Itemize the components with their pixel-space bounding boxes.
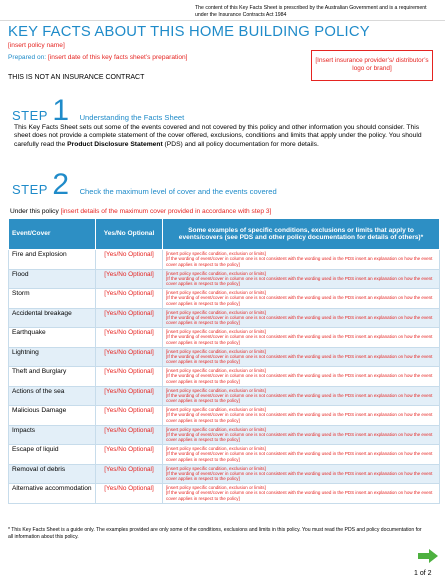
- example-condition-line: [insert policy specific condition, exclusion or limits]: [166, 387, 266, 393]
- yes-no-cell: [Yes/No Optional]: [96, 464, 163, 484]
- yes-no-cell: [Yes/No Optional]: [96, 367, 163, 387]
- example-condition-line: [insert policy specific condition, exclusion or limits]: [166, 368, 266, 373]
- under-policy-line: [10, 208, 271, 215]
- table-row: [9, 445, 440, 465]
- event-cover-cell: Escape of liquid: [9, 445, 96, 465]
- example-condition-line: [insert policy specific condition, exclusion or limits]: [166, 329, 266, 334]
- example-condition-line: [insert policy specific condition, exclusion or limits]: [166, 426, 266, 432]
- logo-placeholder: [Insert insurance provider’s/ distributor’s logo or brand]: [311, 50, 433, 81]
- yes-no-cell: [Yes/No Optional]: [96, 328, 163, 348]
- event-cover-cell: Accidental breakage: [9, 308, 96, 328]
- example-condition-line: [insert policy specific condition, exclusion or limits]: [166, 465, 266, 471]
- table-row: [9, 484, 440, 504]
- event-cover-cell: Lightning: [9, 347, 96, 367]
- example-explanation-line: [If the wording of event/cover in column one is not consistent with the wording used in the PDS insert an explanation on how the event cover applies in respect to the policy]: [166, 334, 433, 345]
- example-explanation-line: [If the wording of event/cover in column one is not consistent with the wording used in the PDS insert an explanation on how the event cover applies in respect to the policy]: [166, 295, 433, 306]
- under-policy-value: [insert details of the maximum cover provided in accordance with step 3]: [60, 208, 272, 215]
- top-divider: [0, 20, 445, 21]
- examples-cell: [163, 250, 440, 270]
- example-explanation-line: [If the wording of event/cover in column one is not consistent with the wording used in the PDS insert an explanation on how the event cover applies in respect to the policy]: [166, 275, 433, 287]
- step-2-word: STEP: [12, 182, 48, 197]
- example-explanation-line: [If the wording of event/cover in column one is not consistent with the wording used in the PDS insert an explanation on how the event cover applies in respect to the policy]: [166, 490, 433, 501]
- examples-cell: [163, 367, 440, 387]
- step-1-title: Understanding the Facts Sheet: [79, 113, 185, 122]
- cover-table: [8, 218, 440, 504]
- example-condition-line: [insert policy specific condition, exclusion or limits]: [166, 485, 266, 490]
- yes-no-cell: [Yes/No Optional]: [96, 484, 163, 504]
- example-explanation-line: [If the wording of event/cover in column one is not consistent with the wording used in the PDS insert an explanation on how the event cover applies in respect to the policy]: [166, 392, 433, 404]
- event-cover-cell: Earthquake: [9, 328, 96, 348]
- event-cover-cell: Storm: [9, 289, 96, 309]
- example-condition-line: [insert policy specific condition, exclusion or limits]: [166, 407, 266, 412]
- example-explanation-line: [If the wording of event/cover in column one is not consistent with the wording used in the PDS insert an explanation on how the event cover applies in respect to the policy]: [166, 451, 433, 462]
- event-cover-cell: Fire and Explosion: [9, 250, 96, 270]
- policy-name: [insert policy name]: [8, 42, 65, 49]
- example-explanation-line: [If the wording of event/cover in column one is not consistent with the wording used in the PDS insert an explanation on how the event cover applies in respect to the policy]: [166, 353, 433, 365]
- yes-no-cell: [Yes/No Optional]: [96, 347, 163, 367]
- event-cover-cell: Impacts: [9, 425, 96, 445]
- table-row: [9, 289, 440, 309]
- examples-cell: [163, 445, 440, 465]
- yes-no-cell: [Yes/No Optional]: [96, 425, 163, 445]
- step-1-number: 1: [52, 94, 70, 127]
- header-event-cover: Event/Cover: [9, 219, 96, 250]
- header-examples: Some examples of specific conditions, exclusions or limits that apply to events/covers (see PDS and other policy documentation for details of others)*: [163, 219, 440, 250]
- step-2-title: Check the maximum level of cover and the events covered: [79, 187, 277, 196]
- examples-cell: [163, 269, 440, 289]
- intro-text-after: (PDS) and all policy documentation for more details.: [162, 140, 319, 148]
- example-explanation-line: [If the wording of event/cover in column one is not consistent with the wording used in the PDS insert an explanation on how the event cover applies in respect to the policy]: [166, 470, 433, 482]
- yes-no-cell: [Yes/No Optional]: [96, 445, 163, 465]
- example-condition-line: [insert policy specific condition, exclusion or limits]: [166, 348, 266, 354]
- examples-cell: [163, 425, 440, 445]
- table-row: [9, 406, 440, 426]
- header-yes-no: Yes/No Optional: [96, 219, 163, 250]
- event-cover-cell: Flood: [9, 269, 96, 289]
- table-row: [9, 347, 440, 367]
- example-explanation-line: [If the wording of event/cover in column one is not consistent with the wording used in the PDS insert an explanation on how the event cover applies in respect to the policy]: [166, 373, 433, 384]
- yes-no-cell: [Yes/No Optional]: [96, 386, 163, 406]
- intro-text-bold: Product Disclosure Statement: [67, 140, 163, 148]
- page-title: KEY FACTS ABOUT THIS HOME BUILDING POLICY: [8, 24, 370, 40]
- step-1-text: [14, 124, 432, 149]
- table-row: [9, 328, 440, 348]
- table-row: [9, 464, 440, 484]
- step-1-heading: [12, 96, 184, 126]
- footnote: * This Key Facts Sheet is a guide only. The examples provided are only some of the conditions, exclusions and limits in this policy. You must read the PDS and policy documentation for all information about this policy.: [8, 527, 422, 540]
- yes-no-cell: [Yes/No Optional]: [96, 250, 163, 270]
- prepared-label: Prepared on:: [8, 54, 47, 61]
- intro-text-before: This Key Facts Sheet sets out some of the events covered and not covered by this policy and other information you should consider. This sheet does not provide a complete statement of the cover offered, exclusions, conditions and limits that apply under the policy. You should carefully read the: [14, 124, 422, 148]
- prepared-value: [insert date of this key facts sheet’s preparation]: [47, 54, 188, 61]
- table-row: [9, 425, 440, 445]
- cover-table-body: [9, 250, 440, 504]
- event-cover-cell: Theft and Burglary: [9, 367, 96, 387]
- yes-no-cell: [Yes/No Optional]: [96, 406, 163, 426]
- event-cover-cell: Malicious Damage: [9, 406, 96, 426]
- examples-cell: [163, 328, 440, 348]
- table-row: [9, 308, 440, 328]
- event-cover-cell: Removal of debris: [9, 464, 96, 484]
- table-row: [9, 269, 440, 289]
- table-header-row: [9, 219, 440, 250]
- example-condition-line: [insert policy specific condition, exclusion or limits]: [166, 290, 266, 295]
- prepared-on: [8, 54, 188, 61]
- example-condition-line: [insert policy specific condition, exclusion or limits]: [166, 446, 266, 451]
- header-note: The content of this Key Facts Sheet is prescribed by the Australian Government and is a requirement under the Insurance Contracts Act 1984: [195, 5, 427, 18]
- examples-cell: [163, 289, 440, 309]
- example-explanation-line: [If the wording of event/cover in column one is not consistent with the wording used in the PDS insert an explanation on how the event cover applies in respect to the policy]: [166, 256, 433, 267]
- green-arrow-icon[interactable]: [418, 549, 438, 563]
- under-policy-label: Under this policy: [10, 208, 59, 215]
- table-row: [9, 250, 440, 270]
- step-1-word: STEP: [12, 108, 48, 123]
- table-row: [9, 386, 440, 406]
- examples-cell: [163, 308, 440, 328]
- examples-cell: [163, 347, 440, 367]
- example-condition-line: [insert policy specific condition, exclusion or limits]: [166, 251, 266, 256]
- example-condition-line: [insert policy specific condition, exclusion or limits]: [166, 309, 266, 315]
- yes-no-cell: [Yes/No Optional]: [96, 269, 163, 289]
- example-explanation-line: [If the wording of event/cover in column one is not consistent with the wording used in the PDS insert an explanation on how the event cover applies in respect to the policy]: [166, 412, 433, 423]
- examples-cell: [163, 406, 440, 426]
- example-explanation-line: [If the wording of event/cover in column one is not consistent with the wording used in the PDS insert an explanation on how the event cover applies in respect to the policy]: [166, 431, 433, 443]
- example-condition-line: [insert policy specific condition, exclusion or limits]: [166, 270, 266, 276]
- examples-cell: [163, 464, 440, 484]
- examples-cell: [163, 484, 440, 504]
- not-insurance-notice: THIS IS NOT AN INSURANCE CONTRACT: [8, 74, 145, 81]
- event-cover-cell: Actions of the sea: [9, 386, 96, 406]
- event-cover-cell: Alternative accommodation: [9, 484, 96, 504]
- yes-no-cell: [Yes/No Optional]: [96, 308, 163, 328]
- step-2-number: 2: [52, 168, 70, 201]
- step-2-heading: [12, 170, 277, 200]
- yes-no-cell: [Yes/No Optional]: [96, 289, 163, 309]
- page-number: 1 of 2: [414, 570, 432, 577]
- examples-cell: [163, 386, 440, 406]
- example-explanation-line: [If the wording of event/cover in column one is not consistent with the wording used in the PDS insert an explanation on how the event cover applies in respect to the policy]: [166, 314, 433, 326]
- table-row: [9, 367, 440, 387]
